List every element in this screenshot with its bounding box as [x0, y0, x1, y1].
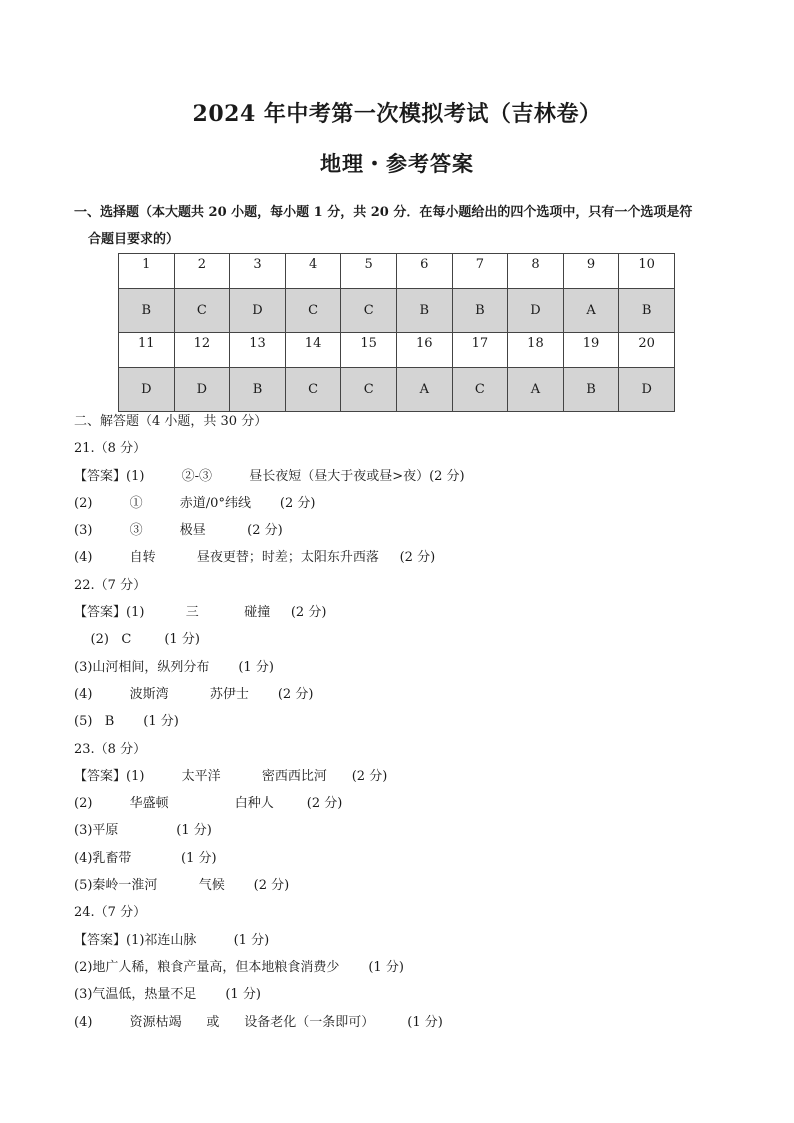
answer-cell: D: [619, 368, 675, 412]
question-number: 3: [230, 254, 286, 289]
question-number: 12: [174, 333, 230, 368]
answer-line: 【答案】(1)祁连山脉 (1 分): [74, 932, 270, 948]
page-title: 2024 年中考第一次模拟考试（吉林卷）: [192, 101, 602, 127]
answer-line: (4) 波斯湾 苏伊士 (2 分): [74, 686, 314, 702]
question-number: 13: [230, 333, 286, 368]
answer-table-number-row-1: [119, 254, 675, 289]
question-number: 17: [452, 333, 508, 368]
question-number: 7: [452, 254, 508, 289]
section-solve-heading: 二、解答题（4 小题，共 30 分）: [74, 414, 268, 429]
answer-line: (2)地广人稀，粮食产量高，但本地粮食消费少 (1 分): [74, 959, 404, 975]
question-number: 9: [563, 254, 619, 289]
question-number: 5: [341, 254, 397, 289]
answer-line: (3) ③ 极昼 (2 分): [74, 523, 283, 539]
question-heading: 22.（7 分）: [74, 577, 147, 593]
answer-line: (5)秦岭一淮河 气候 (2 分): [74, 878, 290, 894]
answer-cell: A: [508, 368, 564, 412]
answer-body: [74, 408, 734, 1036]
section-choice-heading-line1: 一、选择题（本大题共 20 小题，每小题 1 分，共 20 分．在每小题给出的四个选项中，只有一个选项是符: [74, 205, 693, 220]
answer-line: (4)乳畜带 (1 分): [74, 850, 217, 866]
answer-line: (5) B (1 分): [74, 714, 179, 730]
section-choice-heading: [74, 199, 734, 253]
question-heading: 24.（7 分）: [74, 905, 147, 921]
question-number: 19: [563, 333, 619, 368]
answer-cell: B: [452, 289, 508, 333]
question-number: 20: [619, 333, 675, 368]
question-number: 18: [508, 333, 564, 368]
answer-cell: C: [341, 289, 397, 333]
answer-cell: D: [508, 289, 564, 333]
answer-line: (2) C (1 分): [74, 632, 200, 648]
question-number: 16: [396, 333, 452, 368]
answer-cell: A: [396, 368, 452, 412]
answer-line: (4) 自转 昼夜更替；时差；太阳东升西落 (2 分): [74, 550, 436, 566]
answer-table: [118, 253, 675, 412]
answer-line: 【答案】(1) ②-③ 昼长夜短（昼大于夜或昼>夜）(2 分): [74, 468, 465, 484]
answer-cell: C: [285, 368, 341, 412]
answer-line: (3)山河相间，纵列分布 (1 分): [74, 659, 274, 675]
answer-line: 【答案】(1) 太平洋 密西西比河 (2 分): [74, 768, 388, 784]
answer-line: 【答案】(1) 三 碰撞 (2 分): [74, 605, 327, 621]
question-number: 15: [341, 333, 397, 368]
question-number: 1: [119, 254, 175, 289]
answer-cell: C: [285, 289, 341, 333]
answer-line: (2) ① 赤道/0°纬线 (2 分): [74, 495, 316, 511]
answer-cell: B: [619, 289, 675, 333]
answer-cell: C: [174, 289, 230, 333]
answer-cell: B: [230, 368, 286, 412]
answer-cell: D: [119, 368, 175, 412]
question-number: 6: [396, 254, 452, 289]
question-number: 14: [285, 333, 341, 368]
question-number: 2: [174, 254, 230, 289]
question-number: 8: [508, 254, 564, 289]
answer-cell: D: [174, 368, 230, 412]
answer-cell: A: [563, 289, 619, 333]
answer-line: (3)平原 (1 分): [74, 823, 212, 839]
answer-line: (3)气温低，热量不足 (1 分): [74, 987, 261, 1003]
answer-cell: C: [452, 368, 508, 412]
answer-table-answer-row-1: [119, 289, 675, 333]
question-number: 10: [619, 254, 675, 289]
question-number: 11: [119, 333, 175, 368]
page-subtitle: 地理・参考答案: [320, 151, 474, 176]
answer-table-answer-row-2: [119, 368, 675, 412]
question-number: 4: [285, 254, 341, 289]
question-heading: 23.（8 分）: [74, 741, 147, 757]
answer-cell: C: [341, 368, 397, 412]
answer-table-number-row-2: [119, 333, 675, 368]
question-heading: 21.（8 分）: [74, 441, 147, 457]
answer-line: (2) 华盛顿 白种人 (2 分): [74, 796, 343, 812]
section-choice-heading-line2: 合题目要求的）: [88, 232, 180, 247]
answer-cell: B: [396, 289, 452, 333]
answer-cell: B: [119, 289, 175, 333]
answer-line: (4) 资源枯竭 或 设备老化（一条即可） (1 分): [74, 1014, 443, 1030]
answer-cell: B: [563, 368, 619, 412]
answer-cell: D: [230, 289, 286, 333]
